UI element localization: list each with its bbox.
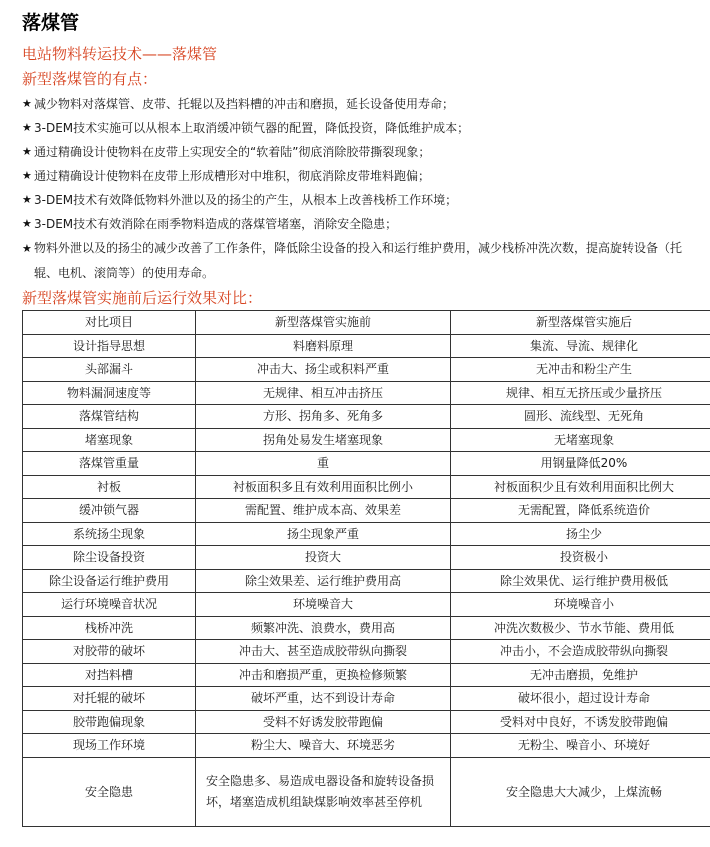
list-item [22, 188, 690, 212]
table-cell: 受料不好诱发胶带跑偏 [196, 710, 451, 734]
star-icon: ★ [22, 97, 32, 110]
list-item-text: 3-DEM技术有效降低物料外泄以及的扬尘的产生，从根本上改善栈桥工作环境； [34, 193, 458, 207]
star-icon: ★ [22, 121, 32, 134]
table-row [23, 663, 710, 687]
table-cell: 冲洗次数极少、节水节能、费用低 [451, 616, 710, 640]
table-cell: 物料漏洞速度等 [23, 381, 196, 405]
table-cell: 环境噪音小 [451, 593, 710, 617]
table-cell: 投资大 [196, 546, 451, 570]
table-row [23, 499, 710, 523]
table-cell: 除尘设备运行维护费用 [23, 569, 196, 593]
table-cell: 频繁冲洗、浪费水，费用高 [196, 616, 451, 640]
table-cell: 对托辊的破坏 [23, 687, 196, 711]
list-item [22, 212, 690, 236]
table-row [23, 734, 710, 758]
table-cell: 方形、拐角多、死角多 [196, 405, 451, 429]
table-row [23, 593, 710, 617]
table-cell: 冲击大、甚至造成胶带纵向撕裂 [196, 640, 451, 664]
comparison-table [22, 310, 710, 827]
table-header-row [23, 311, 710, 335]
table-cell: 破坏严重，达不到设计寿命 [196, 687, 451, 711]
list-item-text: 3-DEM技术有效消除在雨季物料造成的落煤管堵塞，消除安全隐患； [34, 217, 398, 231]
table-cell: 圆形、流线型、无死角 [451, 405, 710, 429]
star-icon: ★ [22, 169, 32, 182]
table-cell: 重 [196, 452, 451, 476]
table-cell: 安全隐患 [23, 757, 196, 826]
table-cell: 扬尘少 [451, 522, 710, 546]
table-cell: 需配置、维护成本高、效果差 [196, 499, 451, 523]
table-row [23, 381, 710, 405]
table-cell: 用钢量降低20% [451, 452, 710, 476]
table-row [23, 640, 710, 664]
table-cell: 除尘效果差、运行维护费用高 [196, 569, 451, 593]
comparison-heading: 新型落煤管实施前后运行效果对比： [22, 289, 263, 307]
table-cell: 缓冲锁气器 [23, 499, 196, 523]
column-header: 新型落煤管实施后 [451, 311, 710, 335]
table-row [23, 452, 710, 476]
star-icon: ★ [22, 145, 32, 158]
table-cell: 拐角处易发生堵塞现象 [196, 428, 451, 452]
table-cell: 系统扬尘现象 [23, 522, 196, 546]
table-cell: 无冲击磨损，免维护 [451, 663, 710, 687]
table-cell: 除尘效果优、运行维护费用极低 [451, 569, 710, 593]
subtitle: 电站物料转运技术——落煤管 [22, 45, 218, 63]
table-cell: 破坏很小，超过设计寿命 [451, 687, 710, 711]
table-cell: 料磨料原理 [196, 334, 451, 358]
list-item [22, 140, 690, 164]
table-cell: 头部漏斗 [23, 358, 196, 382]
table-row [23, 757, 710, 826]
list-item-text: 物料外泄以及的扬尘的减少改善了工作条件，降低除尘设备的投入和运行维护费用，减少栈桥冲洗次数，提高旋转设备（托辊、电机、滚筒等）的使用寿命。 [34, 241, 683, 280]
column-header: 对比项目 [23, 311, 196, 335]
star-icon: ★ [22, 217, 32, 230]
table-cell: 堵塞现象 [23, 428, 196, 452]
list-item-text: 通过精确设计使物料在皮带上实现安全的“软着陆”彻底消除胶带撕裂现象； [34, 145, 431, 159]
table-cell: 落煤管重量 [23, 452, 196, 476]
list-item [22, 164, 690, 188]
table-row [23, 405, 710, 429]
table-cell: 规律、相互无挤压或少量挤压 [451, 381, 710, 405]
table-cell: 受料对中良好，不诱发胶带跑偏 [451, 710, 710, 734]
table-cell: 运行环境噪音状况 [23, 593, 196, 617]
table-cell: 衬板面积多且有效利用面积比例小 [196, 475, 451, 499]
table-cell: 安全隐患多、易造成电器设备和旋转设备损坏，堵塞造成机组缺煤影响效率甚至停机 [196, 757, 451, 826]
list-item [22, 116, 690, 140]
table-cell: 无规律、相互冲击挤压 [196, 381, 451, 405]
advantages-list [22, 92, 690, 286]
table-row [23, 546, 710, 570]
column-header: 新型落煤管实施前 [196, 311, 451, 335]
table-cell: 扬尘现象严重 [196, 522, 451, 546]
table-cell: 冲击和磨损严重，更换检修频繁 [196, 663, 451, 687]
table-cell: 栈桥冲洗 [23, 616, 196, 640]
table-cell: 落煤管结构 [23, 405, 196, 429]
table-cell: 设计指导思想 [23, 334, 196, 358]
table-cell: 衬板 [23, 475, 196, 499]
table-cell: 无堵塞现象 [451, 428, 710, 452]
table-cell: 粉尘大、噪音大、环境恶劣 [196, 734, 451, 758]
table-row [23, 616, 710, 640]
table-cell: 无需配置，降低系统造价 [451, 499, 710, 523]
table-row [23, 569, 710, 593]
table-cell: 投资极小 [451, 546, 710, 570]
table-cell: 无冲击和粉尘产生 [451, 358, 710, 382]
table-cell: 冲击小，不会造成胶带纵向撕裂 [451, 640, 710, 664]
table-row [23, 522, 710, 546]
table-row [23, 358, 710, 382]
table-cell: 对挡料槽 [23, 663, 196, 687]
table-row [23, 710, 710, 734]
table-row [23, 475, 710, 499]
page-title: 落煤管 [22, 12, 80, 34]
table-cell: 无粉尘、噪音小、环境好 [451, 734, 710, 758]
table-cell: 冲击大、扬尘或积料严重 [196, 358, 451, 382]
star-icon: ★ [22, 193, 32, 206]
table-row [23, 334, 710, 358]
table-row [23, 428, 710, 452]
list-item-text: 通过精确设计使物料在皮带上形成槽形对中堆积，彻底消除皮带堆料跑偏； [34, 169, 431, 183]
table-row [23, 687, 710, 711]
advantages-heading: 新型落煤管的有点： [22, 70, 158, 88]
table-cell: 衬板面积少且有效利用面积比例大 [451, 475, 710, 499]
list-item [22, 236, 690, 286]
table-cell: 对胶带的破坏 [23, 640, 196, 664]
table-cell: 现场工作环境 [23, 734, 196, 758]
list-item-text: 减少物料对落煤管、皮带、托辊以及挡料槽的冲击和磨损，延长设备使用寿命； [34, 97, 455, 111]
table-cell: 除尘设备投资 [23, 546, 196, 570]
list-item [22, 92, 690, 116]
table-cell: 环境噪音大 [196, 593, 451, 617]
table-cell: 胶带跑偏现象 [23, 710, 196, 734]
table-cell: 安全隐患大大减少，上煤流畅 [451, 757, 710, 826]
table-cell: 集流、导流、规律化 [451, 334, 710, 358]
star-icon: ★ [22, 242, 32, 255]
list-item-text: 3-DEM技术实施可以从根本上取消缓冲锁气器的配置，降低投资，降低维护成本； [34, 121, 470, 135]
